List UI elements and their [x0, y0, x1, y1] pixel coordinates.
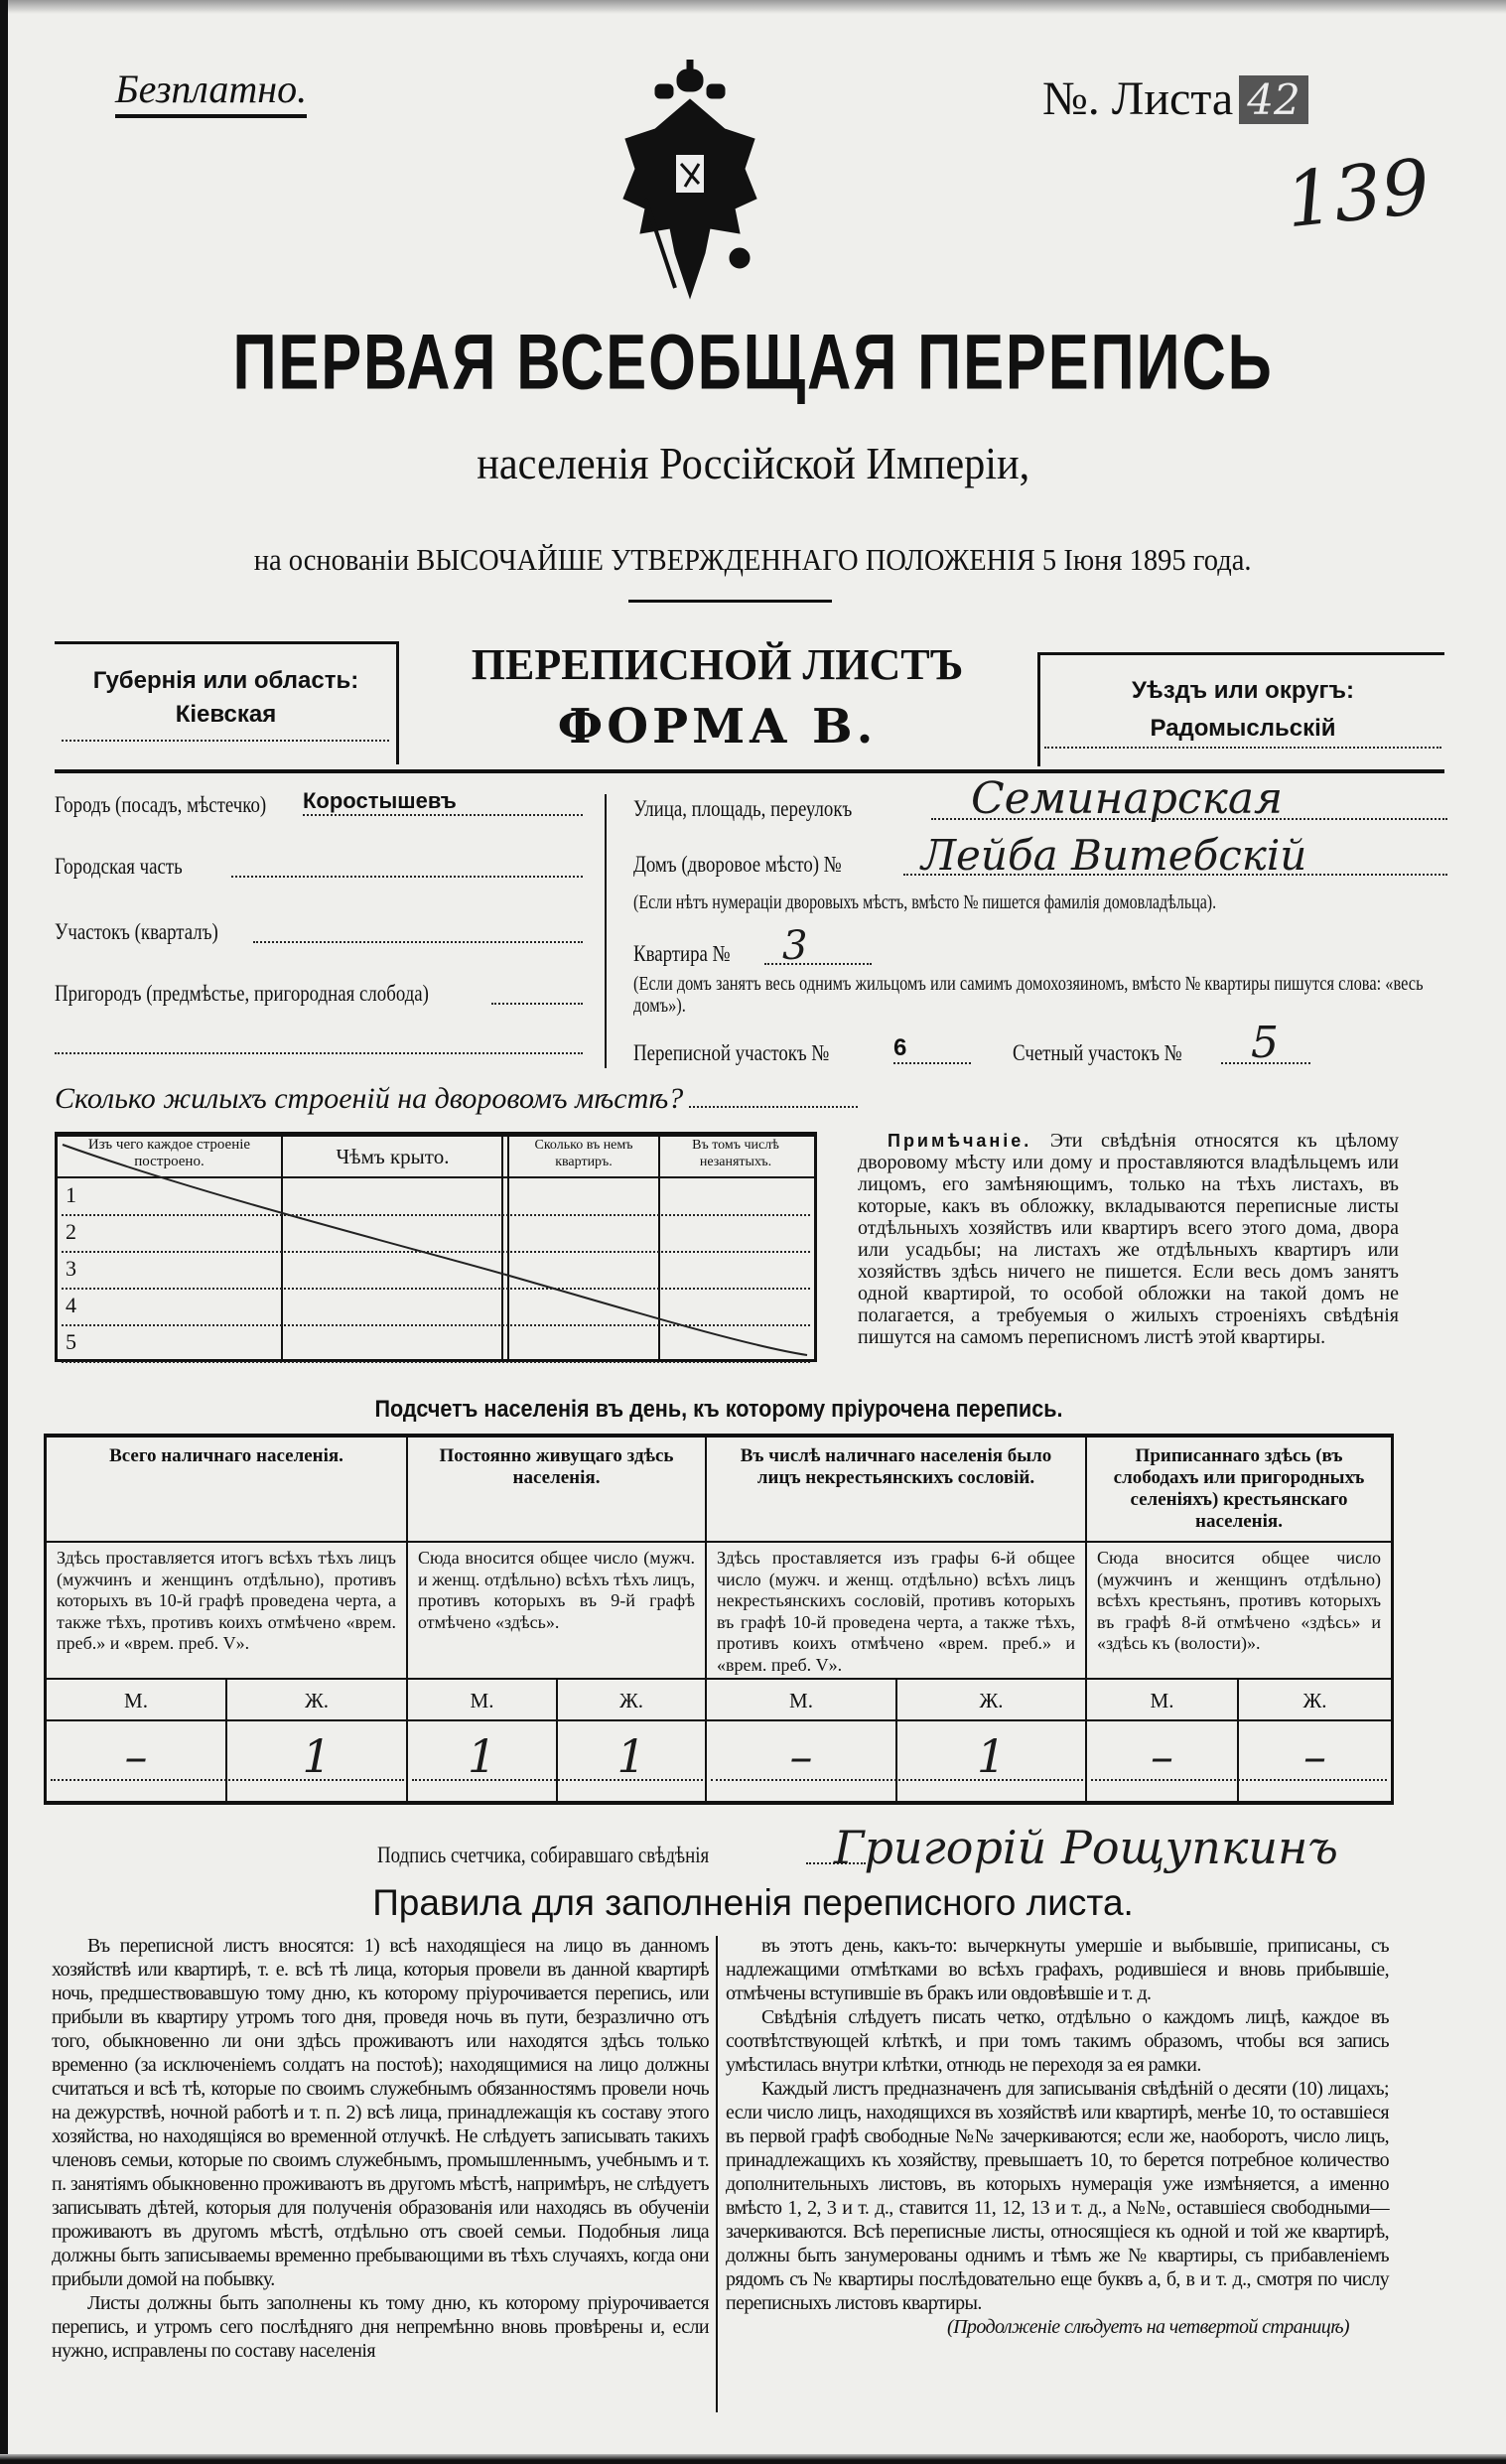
house-field[interactable]: [633, 831, 1447, 880]
divider: [1037, 652, 1444, 655]
structures-note: [858, 1130, 1399, 1348]
legal-basis: на основаніи ВЫСОЧАЙШЕ УТВЕРЖДЕННАГО ПОЛОЖЕНІЯ 5 Іюня 1895 года.: [254, 542, 1252, 577]
population-group-title: Всего наличнаго населенія.: [47, 1437, 408, 1541]
count-precinct-value: 5: [1251, 1018, 1279, 1068]
house-label: Домъ (дворовое мѣсто) №: [633, 852, 842, 877]
population-group-title: Приписаннаго здѣсь (въ слободахъ или пригородныхъ селеніяхъ) крестьянскаго населенія.: [1113, 1445, 1365, 1532]
rules-paragraph: Листы должны быть заполнены къ тому дню, къ которому пріурочивается перепись, и утромъ сего послѣдняго дня непремѣнно вновь провѣрены и, если нужно, исправлены по составу населенія: [52, 2292, 709, 2362]
female-header: Ж.: [1239, 1678, 1391, 1721]
structure-row-line: [62, 1361, 810, 1363]
population-group-description: Здѣсь проставляется изъ графы 6-й общее число (мужч. и женщ. отдѣльно) всѣхъ лицъ некрестьянскихъ сословій, противъ которыхъ въ графѣ 10-й проведена черта, а также тѣхъ, противъ коихъ отмѣчено «врем. преб.» и «врем. преб. V».: [707, 1541, 1087, 1678]
divider: [628, 600, 832, 603]
sheet-number: [1042, 71, 1308, 126]
gubernia-line: [62, 740, 389, 742]
structures-col-material: Изъ чего каждое строеніе построено.: [58, 1137, 283, 1176]
female-count[interactable]: 1: [227, 1721, 408, 1801]
male-header: М.: [707, 1678, 897, 1721]
signature-value: Григорій Рощупкинъ: [834, 1821, 1338, 1874]
census-precinct-field[interactable]: [633, 1028, 971, 1068]
rules-paragraph: Каждый листъ предназначенъ для записыванія свѣдѣній о десяти (10) лицахъ; если число лицъ, находящихся въ хозяйствѣ или квартирѣ, менѣе 10, то оставшіеся въ первой графѣ свободные №№ зачеркиваются; если же, наоборотъ, число лицъ, принадлежащихъ къ хозяйству, превышаетъ 10, то берется потребное количество дополнительныхъ листовъ, въ которыхъ нумерація уже измѣняется, а именно вмѣсто 1, 2, 3 и т. д., ставится 11, 12, 13 и т. д., а №№, оставшіеся свободными—зачеркиваются. Всѣ переписные листы, относящіеся къ одной и той же квартирѣ, должны быть занумерованы однимъ и тѣмъ же № квартиры, съ прибавленіемъ рядомъ съ № квартиры послѣдовательно еще буквъ а, б, в и т. д., смотря по числу переписныхъ листовъ квартиры.: [726, 2078, 1389, 2314]
suburb-label: Пригородъ (предмѣстье, пригородная слобода): [55, 981, 429, 1006]
apartment-value: 3: [782, 923, 808, 969]
rules-right-column: [726, 1934, 1389, 2339]
field-line: [491, 1003, 583, 1005]
count-line: [1091, 1779, 1387, 1781]
uezd-label: Уѣздъ или округъ:: [1131, 677, 1355, 704]
apartment-note: (Если домъ занятъ весь однимъ жильцомъ или самимъ домохозяиномъ, вмѣсто № квартиры пишутся слова: «весь домъ»).: [633, 973, 1424, 1017]
structures-col-vacant: Въ томъ числѣ незанятыхъ.: [692, 1138, 779, 1169]
field-line: [253, 941, 583, 943]
count-precinct-field[interactable]: [1013, 1018, 1310, 1068]
count-precinct-label: Счетный участокъ №: [1013, 1040, 1182, 1065]
structures-col-apartments: Сколько въ немъ квартиръ.: [509, 1137, 660, 1176]
census-precinct-label: Переписной участокъ №: [633, 1040, 830, 1065]
male-header: М.: [47, 1678, 227, 1721]
strike-through-line: [58, 1137, 814, 1361]
structures-col-roof: Чѣмъ крыто.: [336, 1145, 450, 1168]
female-header: Ж.: [227, 1678, 408, 1721]
male-count[interactable]: 1: [408, 1721, 558, 1801]
city-district-field[interactable]: [55, 846, 583, 882]
uezd-value: Радомысльскій: [1150, 715, 1336, 742]
city-value: Коростышевъ: [303, 788, 457, 813]
structure-row-number: 2: [66, 1219, 76, 1244]
city-district-label: Городская часть: [55, 854, 183, 879]
free-label: Безплатно.: [115, 66, 307, 118]
note-title: Примѣчаніе.: [888, 1131, 1032, 1151]
gubernia-label: Губернія или область:: [92, 667, 359, 694]
female-count[interactable]: 1: [558, 1721, 707, 1801]
sheet-number-value: 42: [1239, 75, 1307, 124]
structure-row-number: 5: [66, 1329, 76, 1354]
page-subtitle: населенія Россійской Имперіи,: [476, 438, 1030, 488]
city-field[interactable]: [55, 784, 583, 820]
sheet-title: ПЕРЕПИСНОЙ ЛИСТЪ: [471, 640, 964, 689]
female-header: Ж.: [558, 1678, 707, 1721]
structure-row-number: 1: [66, 1182, 76, 1207]
gubernia-value: Кіевская: [175, 701, 277, 728]
structures-table: [55, 1132, 817, 1362]
count-line: [51, 1779, 404, 1781]
city-label: Городъ (посадъ, мѣстечко): [55, 792, 267, 817]
male-header: М.: [1087, 1678, 1239, 1721]
structure-row-number: 3: [66, 1256, 76, 1281]
paper-edge-top: [0, 0, 1506, 14]
male-header: М.: [408, 1678, 558, 1721]
note-text: Эти свѣдѣнія относятся къ цѣлому дворовому мѣсту или дому и проставляются владѣльцемъ или лицомъ, его замѣняющимъ, только на тѣхъ листахъ, въ которые, какъ въ обложку, вкладываются переписные листы отдѣльныхъ хозяйствъ или квартиръ всего этого дома, двора или усадьбы; на листахъ же отдѣльныхъ квартиръ или хозяйствъ здѣсь ничего не пишется. Если весь домъ занятъ одной квартирой, то особой обложки на такой домъ не полагается, а требуемыя о жилыхъ строеніяхъ свѣдѣнія пишутся на самомъ переписномъ листѣ этой квартиры.: [858, 1130, 1400, 1348]
rules-paragraph: въ этотъ день, какъ-то: вычеркнуты умершіе и выбывшіе, приписаны, съ надлежащими отмѣтками во всѣхъ графахъ, родившіеся и вновь прибывшіе, отмѣчены вступившіе въ бракъ или овдовѣвшіе и т. д.: [726, 1935, 1389, 2004]
precinct-label: Участокъ (кварталъ): [55, 919, 218, 944]
continued-note: (Продолженіе слѣдуетъ на четвертой страницѣ): [947, 2316, 1349, 2338]
female-header: Ж.: [897, 1678, 1087, 1721]
field-line: [893, 1062, 971, 1064]
column-divider: [716, 1936, 718, 2412]
population-group-title: Постоянно живущаго здѣсь населенія.: [408, 1437, 707, 1541]
female-count[interactable]: 1: [897, 1721, 1087, 1801]
population-heading: Подсчетъ населенія въ день, къ которому пріурочена перепись.: [374, 1396, 1063, 1423]
imperial-eagle-emblem: [616, 60, 764, 308]
field-line: [764, 963, 872, 965]
street-field[interactable]: [633, 773, 1447, 824]
count-line: [412, 1779, 703, 1781]
population-group-title: Въ числѣ наличнаго населенія было лицъ некрестьянскихъ сословій.: [707, 1437, 1087, 1541]
archive-number: 139: [1281, 141, 1435, 245]
male-count[interactable]: –: [47, 1721, 227, 1801]
structure-row-number: 4: [66, 1293, 76, 1317]
structures-question: Сколько жилыхъ строеній на дворовомъ мѣстѣ?: [55, 1082, 858, 1116]
population-group-description: Здѣсь проставляется итогъ всѣхъ тѣхъ лицъ (мужчинъ и женщинъ отдѣльно), противъ которыхъ въ 10-й графѣ проведена черта, а также тѣхъ, противъ коихъ отмѣчено «врем. преб.» и «врем. преб. V».: [47, 1541, 408, 1678]
rules-left-column: [52, 1934, 709, 2363]
female-count[interactable]: –: [1303, 1729, 1326, 1783]
suburb-field[interactable]: [55, 973, 583, 1009]
page-title: ПЕРВАЯ ВСЕОБЩАЯ ПЕРЕПИСЬ: [232, 317, 1274, 406]
apartment-field[interactable]: [633, 925, 872, 969]
population-group-description: Сюда вносится общее число (мужчинъ и женщинъ отдѣльно) всѣхъ крестьянъ, противъ которыхъ въ графѣ 8-й отмѣчено «здѣсь» и «здѣсь къ (волости)».: [1087, 1541, 1391, 1678]
rules-heading: Правила для заполненія переписного листа.: [372, 1882, 1134, 1923]
population-table: [44, 1434, 1394, 1805]
count-line: [711, 1779, 1083, 1781]
male-count[interactable]: –: [1087, 1721, 1239, 1801]
street-value: Семинарская: [971, 773, 1284, 824]
street-label: Улица, площадь, переулокъ: [633, 796, 853, 821]
blank-line: [55, 1052, 583, 1054]
divider: [55, 641, 397, 644]
census-precinct-value: 6: [893, 1034, 907, 1061]
signature-label: Подпись счетчика, собиравшаго свѣдѣнія: [377, 1843, 710, 1867]
form-name: ФОРМА В.: [557, 699, 878, 754]
rules-paragraph: Въ переписной листъ вносятся: 1) всѣ находящіеся на лицо въ данномъ хозяйствѣ или квартирѣ, т. е. всѣ тѣ лица, которыя провели въ данной квартирѣ ночь, предшествовавшую тому дню, къ которому пріурочивается перепись, или прибыли въ квартиру утромъ того дня, проведя ночь въ пути, безразлично отъ того, обыкновенно ли они здѣсь проживаютъ или находятся здѣсь только временно (за исключеніемъ солдатъ на постоѣ); находящимися на лицо должны считаться и всѣ тѣ, которые по своимъ служебнымъ обязанностямъ провели ночь на дежурствѣ, ночной работѣ и т. п. 2) всѣ лица, принадлежащія къ составу этого хозяйства, но находящіяся во временной отлучкѣ. Не слѣдуетъ записывать такихъ членовъ семьи, которые по своимъ служебнымъ, промышленнымъ, учебнымъ и т. п. занятіямъ обыкновенно проживаютъ въ другомъ мѣстѣ, напримѣръ, не слѣдуетъ записывать дѣтей, которыя для полученія образованія или находясь въ обученіи проживаютъ въ другомъ мѣстѣ, отдѣльно отъ своей семьи. Подобныя лица должны быть записываемы временно пребывающими въ тѣхъ случаяхъ, когда они прибыли домой на побывку.: [52, 1935, 709, 2290]
population-group-description: Сюда вносится общее число (мужч. и женщ. отдѣльно) всѣхъ тѣхъ лицъ, противъ которыхъ въ 9-й графѣ отмѣчено «здѣсь».: [408, 1541, 707, 1678]
enumerator-signature-field[interactable]: [377, 1821, 1338, 1874]
uezd-line: [1044, 747, 1441, 749]
male-count[interactable]: –: [707, 1721, 897, 1801]
rules-paragraph: Свѣдѣнія слѣдуетъ писать четко, отдѣльно о каждомъ лицѣ, каждое въ соотвѣтствующей клѣткѣ, и при томъ такимъ образомъ, чтобы вся запись умѣстилась внутри клѣтки, отнюдь не переходя за ея рамки.: [726, 2006, 1389, 2076]
sheet-number-label: №. Листа: [1042, 72, 1234, 125]
divider: [1037, 652, 1040, 766]
divider: [605, 794, 607, 1068]
field-line: [231, 876, 583, 878]
precinct-field[interactable]: [55, 911, 583, 947]
house-value: Лейба Витебскій: [921, 831, 1307, 880]
house-note: (Если нѣтъ нумераціи дворовыхъ мѣстъ, вмѣсто № пишется фамилія домовладѣльца).: [633, 891, 1217, 913]
paper-edge-bottom: [0, 2454, 1506, 2464]
apartment-label: Квартира №: [633, 941, 731, 966]
field-line: [303, 814, 583, 816]
